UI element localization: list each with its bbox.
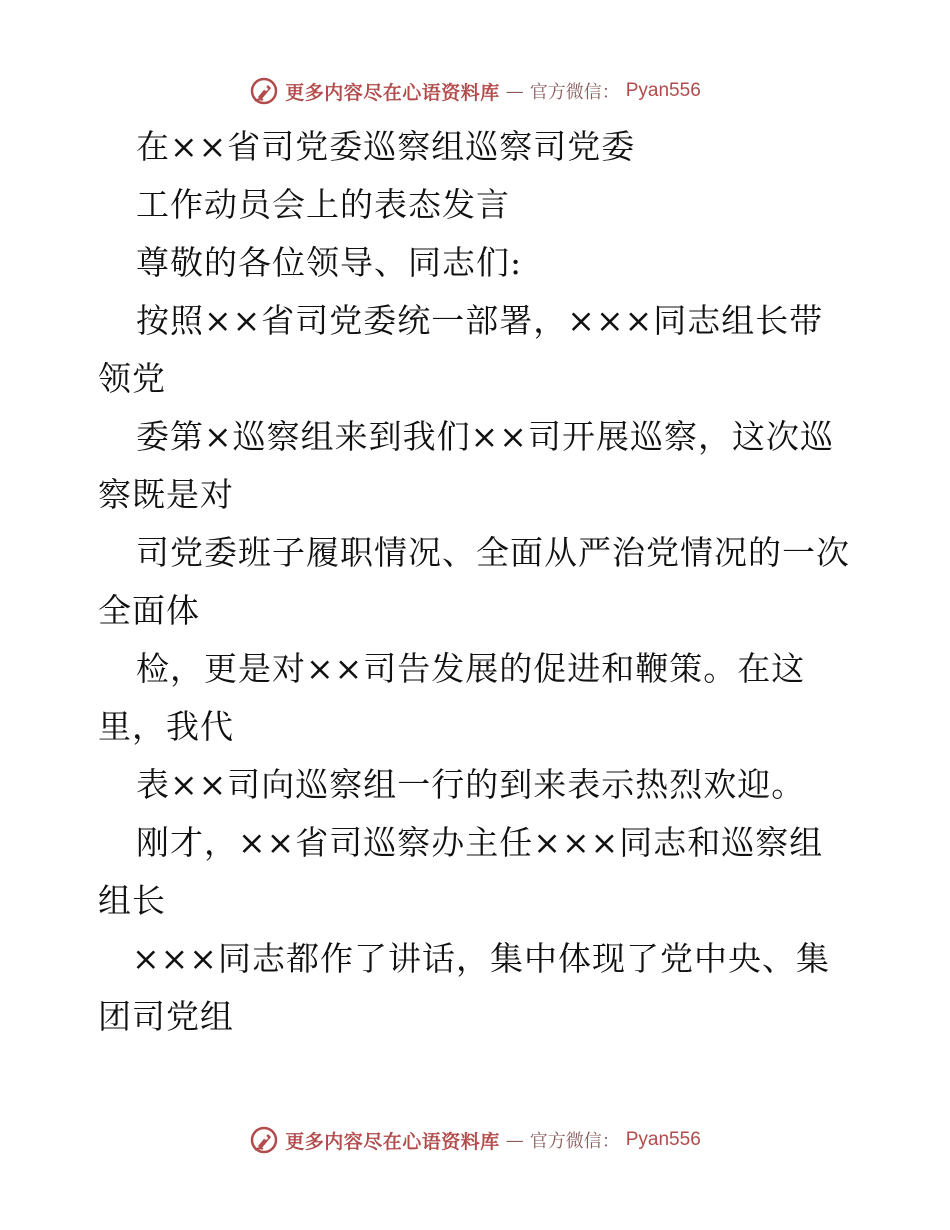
paragraph-line: ×××同志都作了讲话，集中体现了党中央、集 <box>132 939 830 978</box>
banner-sub-text: 官方微信： <box>529 82 620 103</box>
banner-account: Pyan556 <box>625 80 701 101</box>
paragraph-line: 察既是对 <box>98 475 234 514</box>
paragraph-line: 委第×巡察组来到我们××司开展巡察，这次巡 <box>136 417 834 456</box>
paragraph-line: 司党委班子履职情况、全面从严治党情况的一次 <box>136 533 850 572</box>
header-watermark-banner <box>0 71 950 111</box>
banner-dash: — <box>505 80 524 102</box>
pen-nib-logo-icon <box>249 1125 279 1155</box>
banner-sub-text: 官方微信： <box>529 1131 620 1152</box>
banner-account: Pyan556 <box>625 1129 701 1150</box>
paragraph-line: 领党 <box>98 359 166 398</box>
paragraph-line: 里，我代 <box>98 707 234 746</box>
banner-main-text: 更多内容尽在心语资料库 <box>285 81 500 104</box>
paragraph-line: 检，更是对××司告发展的促进和鞭策。在这 <box>136 649 806 688</box>
pen-nib-logo-icon <box>249 76 279 106</box>
paragraph-line: 表××司向巡察组一行的到来表示热烈欢迎。 <box>136 765 806 804</box>
footer-watermark-banner <box>0 1120 950 1160</box>
paragraph-line: 组长 <box>98 881 166 920</box>
paragraph-line: 全面体 <box>98 591 200 630</box>
paragraph-line: 刚才，××省司巡察办主任×××同志和巡察组 <box>136 823 824 862</box>
salutation: 尊敬的各位领导、同志们: <box>136 243 523 282</box>
document-body <box>98 118 858 1046</box>
paragraph-line: 按照××省司党委统一部署，×××同志组长带 <box>136 301 824 340</box>
title-line-1: 在××省司党委巡察组巡察司党委 <box>136 127 636 166</box>
banner-main-text: 更多内容尽在心语资料库 <box>285 1130 500 1153</box>
title-line-2: 工作动员会上的表态发言 <box>136 185 510 224</box>
paragraph-line: 团司党组 <box>98 997 234 1036</box>
banner-dash: — <box>505 1129 524 1151</box>
